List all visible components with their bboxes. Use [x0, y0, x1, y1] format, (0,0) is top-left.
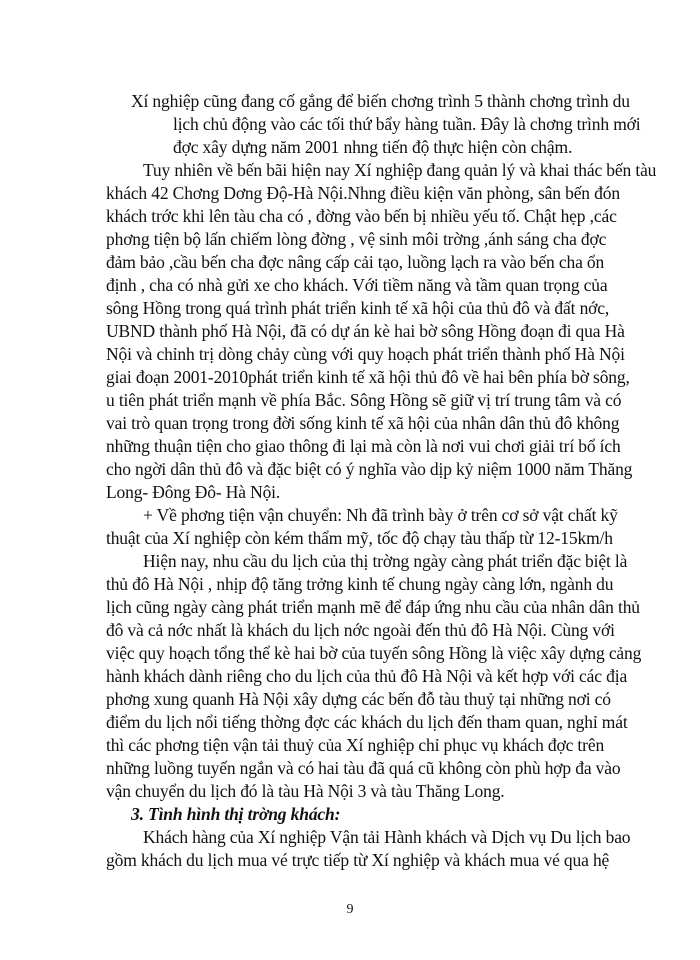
- text-line: đợc xây dựng năm 2001 nhng tiến độ thực hiện còn chậm.: [173, 137, 573, 157]
- text-line: lịch chủ động vào các tối thứ bẩy hàng tuần. Đây là chơng trình mới: [173, 114, 641, 134]
- text-line: thủ đô Hà Nội , nhịp độ tăng trởng kinh tế chung ngày càng lớn, ngành du: [106, 574, 614, 594]
- text-line: vận chuyển du lịch đó là tàu Hà Nội 3 và tàu Thăng Long.: [106, 781, 505, 801]
- text-line: khách 42 Chơng Dơng Độ-Hà Nội.Nhng điều kiện văn phòng, sân bến đón: [106, 183, 620, 203]
- text-line: phơng tiện bộ lấn chiếm lòng đờng , vệ sinh môi trờng ,ánh sáng cha đợc: [106, 229, 607, 249]
- text-line: cho ngời dân thủ đô và đặc biệt có ý nghĩa vào dịp kỷ niệm 1000 năm Thăng: [106, 459, 633, 479]
- text-line: lịch cũng ngày càng phát triển mạnh mẽ để đáp ứng nhu cầu của nhân dân thủ: [106, 597, 640, 617]
- text-line: Long- Đông Đô- Hà Nội.: [106, 482, 281, 502]
- text-line: sông Hồng trong quá trình phát triển kinh tế xã hội của thủ đô và đất nớc,: [106, 298, 610, 318]
- text-line: gồm khách du lịch mua vé trực tiếp từ Xí nghiệp và khách mua vé qua hệ: [106, 850, 610, 870]
- section-heading: 3. Tình hình thị trờng khách:: [131, 804, 341, 824]
- text-line: UBND thành phố Hà Nội, đã có dự án kè hai bờ sông Hồng đoạn đi qua Hà: [106, 321, 625, 341]
- text-line: Xí nghiệp cũng đang cố gắng để biến chơng trình 5 thành chơng trình du: [131, 91, 630, 111]
- text-line: u tiên phát triển mạnh về phía Bắc. Sông Hồng sẽ giữ vị trí trung tâm và có: [106, 390, 622, 410]
- text-line: những luồng tuyến ngắn và có hai tàu đã quá cũ không còn phù hợp đa vào: [106, 758, 621, 778]
- text-line: những thuận tiện cho giao thông đi lại mà còn là nơi vui chơi giải trí bổ ích: [106, 436, 621, 456]
- text-line: + Về phơng tiện vận chuyển: Nh đã trình bày ở trên cơ sở vật chất kỹ: [143, 505, 618, 525]
- text-line: khách trớc khi lên tàu cha có , đờng vào bến bị nhiều yếu tố. Chật hẹp ,các: [106, 206, 617, 226]
- text-line: phơng xung quanh Hà Nội xây dựng các bến đỗ tàu thuỷ tại những nơi có: [106, 689, 611, 709]
- text-line: thuật của Xí nghiệp còn kém thẩm mỹ, tốc độ chạy tàu thấp từ 12-15km/h: [106, 528, 613, 548]
- text-line: đảm bảo ,cầu bến cha đợc nâng cấp cải tạo, luồng lạch ra vào bến cha ổn: [106, 252, 605, 272]
- text-line: Khách hàng của Xí nghiệp Vận tải Hành khách và Dịch vụ Du lịch bao: [143, 827, 631, 847]
- text-line: vai trò quan trọng trong đời sống kinh tế xã hội của nhân dân thủ đô không: [106, 413, 620, 433]
- text-line: đô và cả nớc nhất là khách du lịch nớc ngoài đến thủ đô Hà Nội. Cùng với: [106, 620, 615, 640]
- text-line: định , cha có nhà gửi xe cho khách. Với tiềm năng và tầm quan trọng của: [106, 275, 608, 295]
- text-line: hành khách dành riêng cho du lịch của thủ đô Hà Nội và kết hợp với các địa: [106, 666, 628, 686]
- text-line: Hiện nay, nhu cầu du lịch của thị trờng ngày càng phát triển đặc biệt là: [143, 551, 628, 571]
- page-number: 9: [346, 902, 354, 917]
- text-line: giai đoạn 2001-2010phát triển kinh tế xã hội thủ đô về hai bên phía bờ sông,: [106, 367, 630, 387]
- text-line: Tuy nhiên về bến bãi hiện nay Xí nghiệp đang quản lý và khai thác bến tàu: [143, 160, 657, 180]
- text-line: thì các phơng tiện vận tải thuỷ của Xí nghiệp chỉ phục vụ khách đợc trên: [106, 735, 605, 755]
- text-line: Nội và chỉnh trị dòng chảy cùng với quy hoạch phát triển thành phố Hà Nội: [106, 344, 625, 364]
- text-line: điểm du lịch nổi tiếng thờng đợc các khách du lịch đến tham quan, nghỉ mát: [106, 712, 628, 732]
- text-line: việc quy hoạch tổng thể kè hai bờ của tuyến sông Hồng là việc xây dựng cảng: [106, 643, 642, 663]
